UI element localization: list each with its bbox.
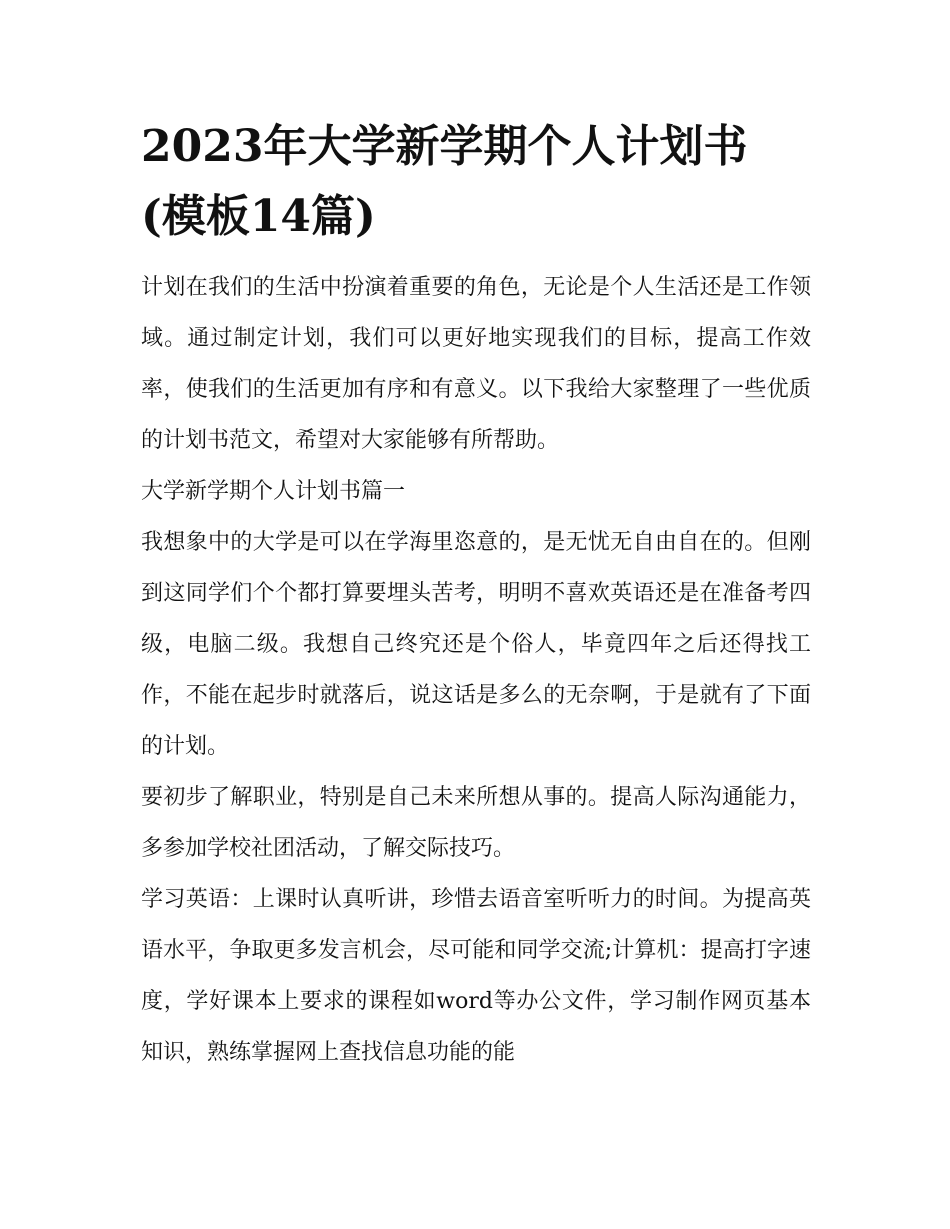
document-page	[141, 112, 811, 1078]
body-paragraph: 学习英语：上课时认真听讲，珍惜去语音室听听力的时间。为提高英语水平，争取更多发言机会，尽可能和同学交流;计算机：提高打字速度，学好课本上要求的课程如word等办公文件，学习制作网页基本知识，熟练掌握网上查找信息功能的能	[141, 887, 811, 1065]
title-line-2: (模板14篇)	[141, 191, 376, 242]
body-paragraph: 要初步了解职业，特别是自己未来所想从事的。提高人际沟通能力，多参加学校社团活动，了解交际技巧。	[141, 785, 811, 861]
body-paragraph: 我想象中的大学是可以在学海里恣意的，是无忧无自由自在的。但刚到这同学们个个都打算要埋头苦考，明明不喜欢英语还是在准备考四级，电脑二级。我想自己终究还是个俗人，毕竟四年之后还得找工作，不能在起步时就落后，说这话是多么的无奈啊，于是就有了下面的计划。	[141, 530, 811, 759]
section-heading: 大学新学期个人计划书篇一	[141, 479, 406, 504]
document-title	[141, 112, 811, 252]
intro-paragraph: 计划在我们的生活中扮演着重要的角色，无论是个人生活还是工作领域。通过制定计划，我们可以更好地实现我们的目标，提高工作效率，使我们的生活更加有序和有意义。以下我给大家整理了一些优质的计划书范文，希望对大家能够有所帮助。	[141, 275, 811, 453]
document-body	[141, 262, 811, 1078]
title-line-1: 2023年大学新学期个人计划书	[141, 121, 748, 172]
